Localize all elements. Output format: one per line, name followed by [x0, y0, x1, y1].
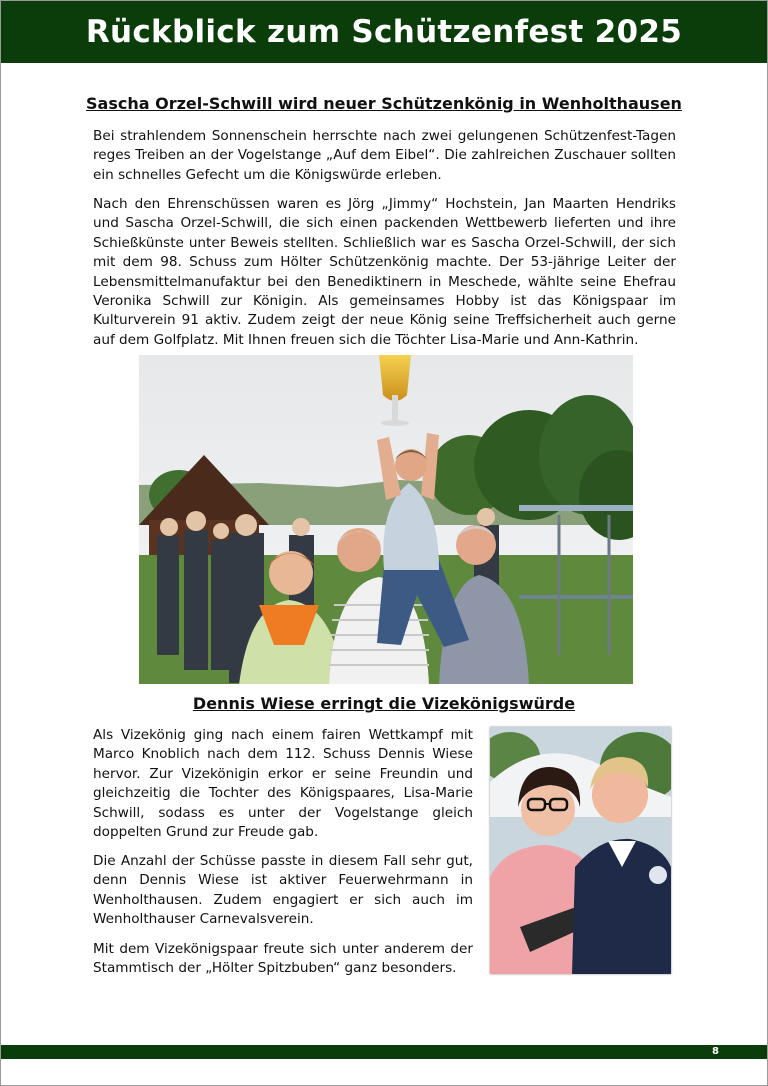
page-title: Rückblick zum Schützenfest 2025 [85, 14, 683, 50]
paragraph-stammtisch: Mit dem Vizekönigspaar freute sich unter anderem der Stammtisch der „Hölter Spitzbuben“ ganz besonders. [93, 941, 473, 977]
photo-king-celebration [139, 355, 633, 684]
footer-bar [1, 1045, 767, 1059]
paragraph-king: Nach den Ehrenschüssen waren es Jörg „Jimmy“ Hochstein, Jan Maarten Hendriks und Sascha Orzel-Schwill, die sich einen packenden Wettbewerb lieferten und ihre Schießkünste unter Beweis stellten. Schließlich war es Sascha Orzel-Schwill, der sich mit dem 98. Schuss zum Hölter Schützenkönig machte. Der 53-jährige Leiter der Lebensmittelmanufaktur bei den Benediktinern in Meschede, wählte seine Ehefrau Veronika Schwill zur Königin. Als gemeinsames Hobby ist das Königspaar im Kulturverein 91 aktiv. Zudem zeigt der neue König seine Treffsicherheit auch gerne auf dem Golfplatz. Mit Ihnen freuen sich die Töchter Lisa-Marie und Ann-Kathrin. [93, 196, 676, 348]
photo-king-celebration-image [139, 355, 633, 684]
paragraph-vice-king: Als Vizekönig ging nach einem fairen Wettkampf mit Marco Knoblich nach dem 112. Schuss Dennis Wiese hervor. Zur Vizekönigin erkor er seine Freundin und gleichzeitig die Tochter des Königspaares, Lisa-Marie Schwill, sodass es unter der Vogelstange gleich doppelten Grund zur Freude gab. [93, 727, 473, 841]
header-bar [1, 1, 767, 63]
section-heading-vice-king: Dennis Wiese erringt die Vizekönigswürde [192, 694, 576, 713]
page-number: 8 [712, 1046, 719, 1057]
paragraph-firefighter: Die Anzahl der Schüsse passte in diesem Fall sehr gut, denn Dennis Wiese ist aktiver Feuerwehrmann in Wenholthausen. Zudem engagiert er sich auch im Wenholthauser Carnevalsverein. [93, 853, 473, 928]
paragraph-intro: Bei strahlendem Sonnenschein herrschte nach zwei gelungenen Schützenfest-Tagen reges Treiben an der Vogelstange „Auf dem Eibel“. Die zahlreichen Zuschauer sollten ein schnelles Gefecht um die Königswürde erleben. [93, 128, 676, 183]
photo-vice-king-couple [490, 727, 671, 974]
photo-vice-king-couple-image [490, 727, 671, 974]
section-heading-king: Sascha Orzel-Schwill wird neuer Schützenkönig in Wenholthausen [86, 94, 682, 113]
